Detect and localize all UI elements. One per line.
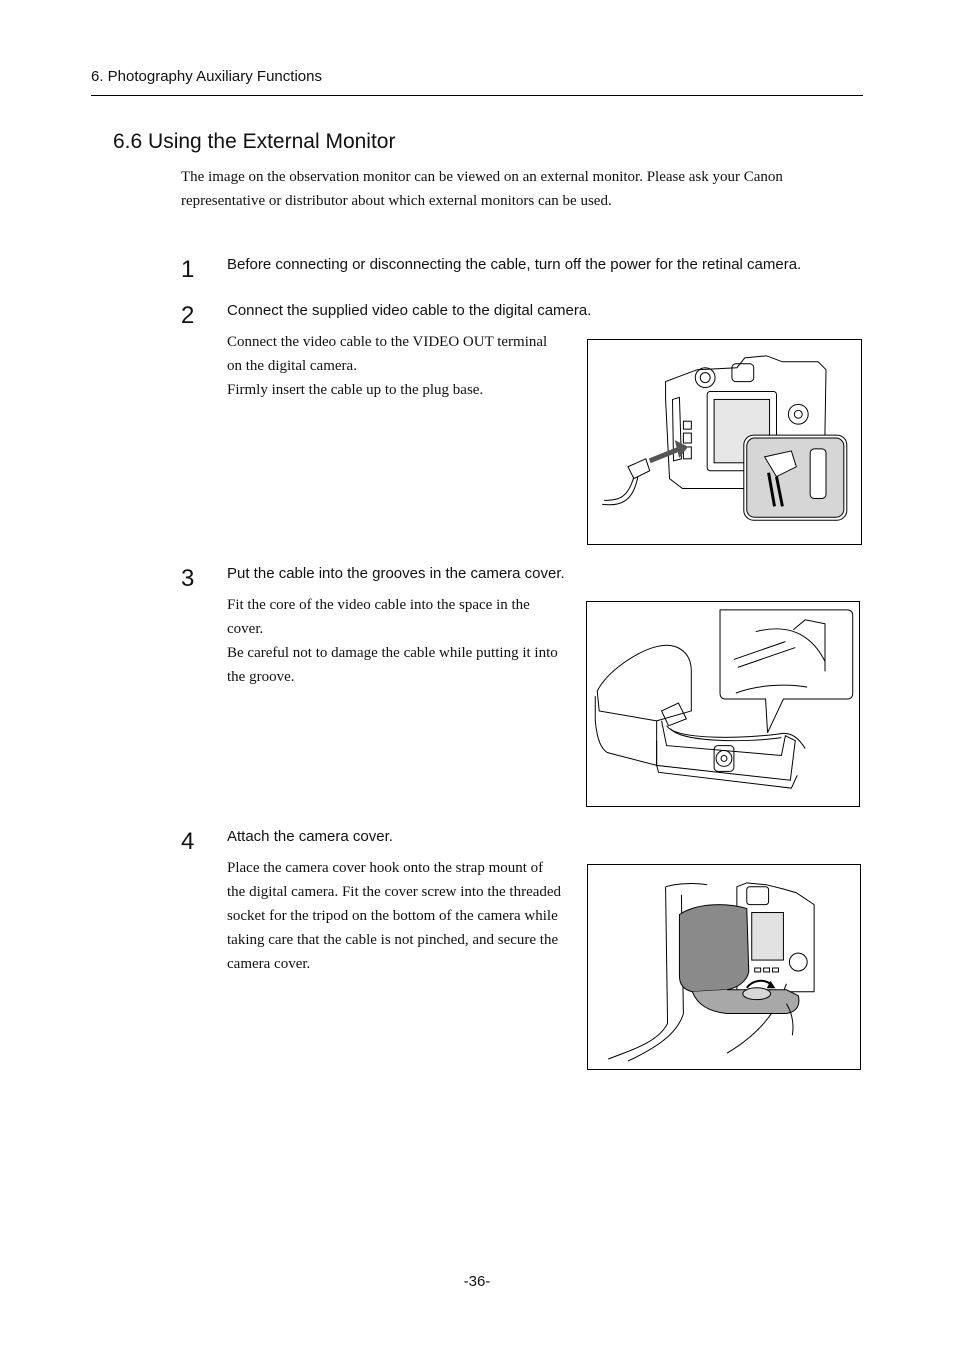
step-2-number: 2 <box>181 302 195 329</box>
step-2-body-line: on the digital camera. <box>227 358 357 374</box>
step-1-number: 1 <box>181 256 195 283</box>
step-4-body-line: camera cover. <box>227 956 311 972</box>
step-4-number: 4 <box>181 828 195 855</box>
step-3-body-line: Be careful not to damage the cable while putting it into <box>227 645 558 661</box>
step-3-body <box>227 593 558 689</box>
step-4-title: Attach the camera cover. <box>227 828 393 845</box>
step-3-body-line: the groove. <box>227 669 295 685</box>
step-1-title: Before connecting or disconnecting the cable, turn off the power for the retinal camera. <box>227 256 802 273</box>
step-4-body-line: taking care that the cable is not pinched, and secure the <box>227 932 559 948</box>
step-2-body-line: Firmly insert the cable up to the plug base. <box>227 382 484 398</box>
step-4-body-line: the digital camera. Fit the cover screw into the threaded <box>227 884 562 900</box>
header-rule <box>91 95 863 96</box>
attach-cover-illustration <box>587 864 861 1070</box>
step-3-title: Put the cable into the grooves in the camera cover. <box>227 565 565 582</box>
running-header: 6. Photography Auxiliary Functions <box>91 68 322 85</box>
step-3-body-line: Fit the core of the video cable into the space in the <box>227 597 530 613</box>
step-4-body-line: socket for the tripod on the bottom of the camera while <box>227 908 558 924</box>
section-title: 6.6 Using the External Monitor <box>113 130 396 153</box>
page-number: -36- <box>463 1273 491 1290</box>
cover-groove-illustration <box>586 601 860 807</box>
camera-cable-illustration <box>587 339 862 545</box>
step-3-body-line: cover. <box>227 621 264 637</box>
step-3-number: 3 <box>181 565 195 592</box>
step-2-body-line: Connect the video cable to the VIDEO OUT terminal <box>227 334 548 350</box>
step-2-body <box>227 330 547 402</box>
step-4-body <box>227 856 561 976</box>
step-4-body-line: Place the camera cover hook onto the strap mount of <box>227 860 544 876</box>
section-intro: The image on the observation monitor can be viewed on an external monitor. Please ask your Canon representative or distributor about which external monitors can be used. <box>181 169 783 209</box>
step-2-title: Connect the supplied video cable to the digital camera. <box>227 302 592 319</box>
